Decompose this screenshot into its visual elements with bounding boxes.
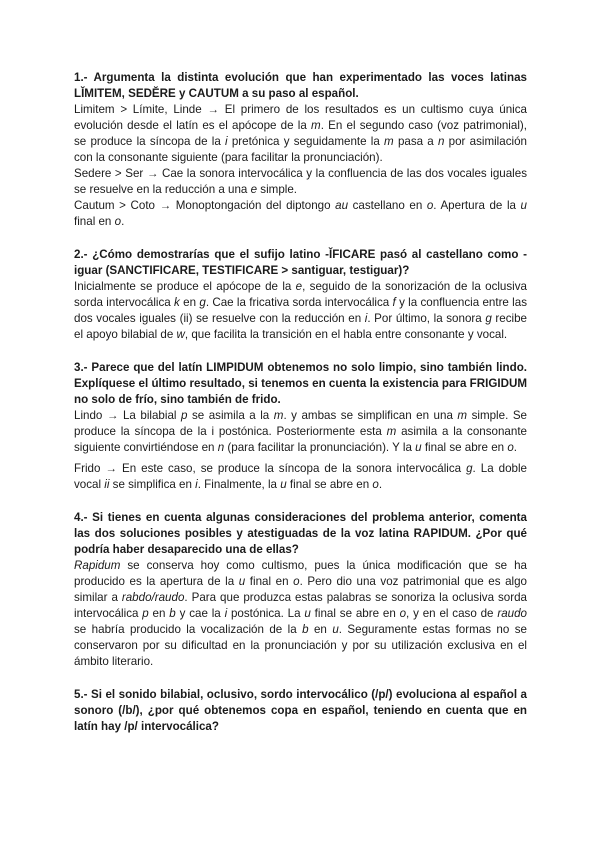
question-1: 1.- Argumenta la distinta evolución que han experimentado las voces latinas LĬMITEM, SEDĔRE y CAUTUM a su paso al español. [74, 71, 527, 100]
answer-paragraph: Inicialmente se produce el apócope de la e, seguido de la sonorización de la oclusiva sorda intervocálica k en g. Cae la fricativa sorda intervocálica f y la confluencia entre las dos vocales iguales (ii) se resuelve con la reducción en i. Por último, la sonora g recibe el apoyo bilabial de w, que facilita la transición en el habla entre consonante y vocal. [74, 280, 528, 341]
answer-paragraph: Limitem > Límite, Linde → El primero de los resultados es un cultismo cuya única evolución desde el latín es el apócope de la m. En el segundo caso (voz patrimonial), se produce la síncopa de la i pretónica y seguidamente la m pasa a n por asimilación con la consonante siguiente (para facilitar la pronunciación). [74, 103, 527, 164]
answer-paragraph: Sedere > Ser → Cae la sonora intervocálica y la confluencia de las dos vocales iguales se resuelve en la reducción a una e simple. [74, 167, 527, 196]
answer-paragraph: Lindo → La bilabial p se asimila a la m. y ambas se simplifican en una m simple. Se produce la síncopa de la i postónica. Posteriormente esta m asimila a la consonante siguiente convirtiéndose en n (para facilitar la pronunciación). Y la u final se abre en o. [74, 409, 527, 454]
section-5 [74, 687, 527, 735]
answer-paragraph: Frido → En este caso, se produce la síncopa de la sonora intervocálica g. La doble vocal ii se simplifica en i. Finalmente, la u final se abre en o. [74, 462, 527, 491]
question-3: 3.- Parece que del latín LIMPIDUM obtenemos no solo limpio, sino también lindo. Explíquese el último resultado, si tenemos en cuenta la existencia para FRIGIDUM no solo de frío, sino también de frido. [74, 361, 527, 406]
document-page [74, 70, 527, 752]
section-3 [74, 360, 527, 493]
section-2 [74, 247, 527, 343]
question-2: 2.- ¿Cómo demostrarías que el sufijo latino -ĬFICARE pasó al castellano como -iguar (SANCTIFICARE, TESTIFICARE > santiguar, testiguar)? [74, 248, 527, 277]
question-4: 4.- Si tienes en cuenta algunas consideraciones del problema anterior, comenta las dos soluciones posibles y atestiguadas de la voz latina RAPIDUM. ¿Por qué podría haber desaparecido una de ellas? [74, 511, 527, 556]
question-5: 5.- Si el sonido bilabial, oclusivo, sordo intervocálico (/p/) evoluciona al español a sonoro (/b/), ¿por qué obtenemos copa en español, teniendo en cuenta que en latín hay /p/ intervocálica? [74, 688, 527, 733]
answer-paragraph: Cautum > Coto → Monoptongación del diptongo au castellano en o. Apertura de la u final en o. [74, 199, 527, 228]
answer-paragraph: Rapidum se conserva hoy como cultismo, pues la única modificación que se ha producido es la apertura de la u final en o. Pero dio una voz patrimonial que es algo similar a rabdo/raudo. Para que produzca estas palabras se sonoriza la oclusiva sorda intervocálica p en b y cae la i postónica. La u final se abre en o, y en el caso de raudo se habría producido la vocalización de la b en u. Seguramente estas formas no se conservaron por su dificultad en la pronunciación y por su utilización exclusiva en el ámbito literario. [74, 559, 527, 668]
section-1 [74, 70, 527, 230]
section-4 [74, 510, 527, 670]
